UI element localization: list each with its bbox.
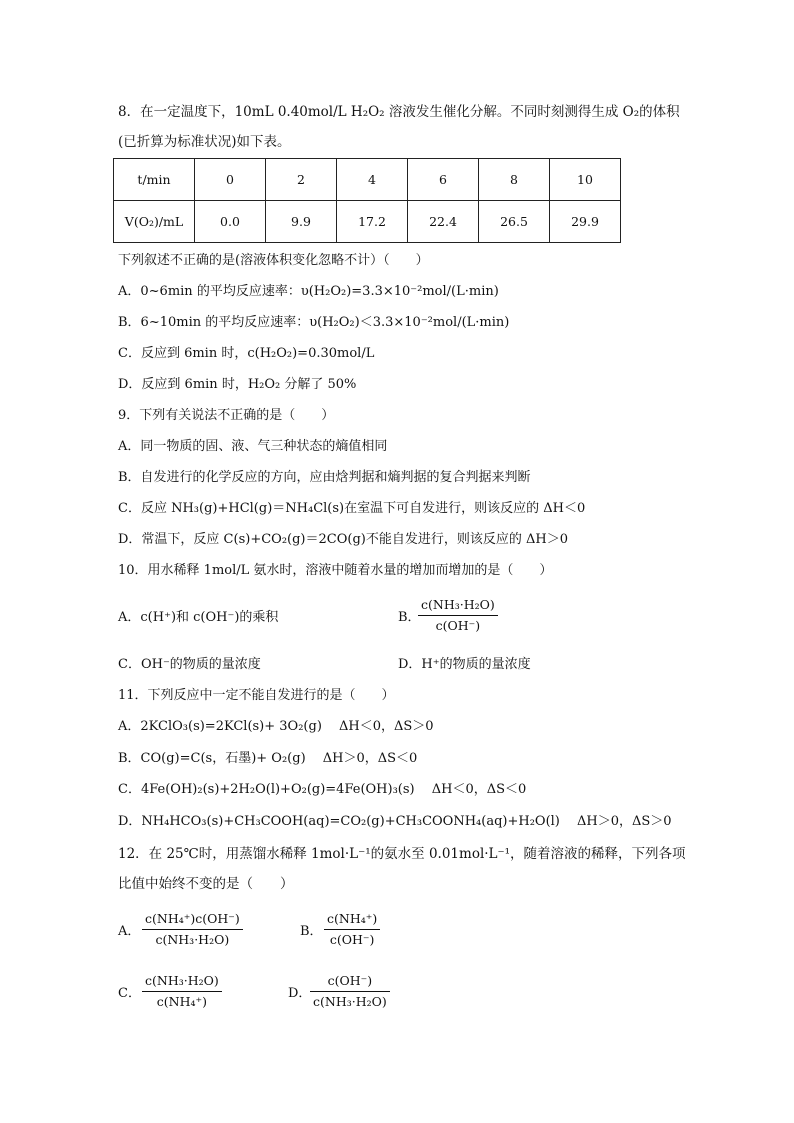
fraction-bar bbox=[324, 929, 380, 930]
q10-option-c[interactable]: C．OH⁻的物质的量浓度 bbox=[118, 657, 261, 672]
table-header-volume: V(O₂)/mL bbox=[114, 201, 195, 243]
q12-option-d-label[interactable]: D． bbox=[288, 986, 312, 1001]
fraction-numerator: c(NH₄⁺) bbox=[327, 911, 378, 926]
q8-stem-line2: (已折算为标准状况)如下表。 bbox=[118, 134, 291, 150]
table-cell: 26.5 bbox=[479, 201, 550, 243]
fraction-numerator: c(NH₃·H₂O) bbox=[145, 973, 219, 988]
q9-option-a[interactable]: A．同一物质的固、液、气三种状态的熵值相同 bbox=[118, 439, 388, 454]
table-cell: 17.2 bbox=[337, 201, 408, 243]
q12-stem-line1: 12．在 25℃时，用蒸馏水稀释 1mol·L⁻¹的氨水至 0.01mol·L⁻¹，随着溶液的稀释，下列各项 bbox=[118, 846, 686, 862]
fraction-bar bbox=[142, 929, 243, 930]
table-cell: 8 bbox=[479, 159, 550, 201]
fraction-numerator: c(OH⁻) bbox=[327, 973, 373, 988]
q12-option-b-fraction bbox=[324, 910, 380, 949]
fraction-bar bbox=[418, 615, 498, 616]
fraction-denominator: c(NH₃·H₂O) bbox=[313, 994, 387, 1009]
q10-stem: 10．用水稀释 1mol/L 氨水时，溶液中随着水量的增加而增加的是（ ） bbox=[118, 563, 553, 578]
table-cell: 0 bbox=[195, 159, 266, 201]
fraction-numerator: c(NH₄⁺)c(OH⁻) bbox=[145, 911, 240, 926]
fraction-denominator: c(NH₄⁺) bbox=[156, 994, 207, 1009]
q9-option-b[interactable]: B．自发进行的化学反应的方向，应由焓判据和熵判据的复合判据来判断 bbox=[118, 470, 531, 485]
q8-data-table bbox=[113, 158, 621, 243]
table-header-time: t/min bbox=[114, 159, 195, 201]
q11-option-d[interactable]: D．NH₄HCO₃(s)+CH₃COOH(aq)=CO₂(g)+CH₃COONH₄(aq)+H₂O(l) ΔH＞0，ΔS＞0 bbox=[118, 814, 672, 829]
q11-option-c[interactable]: C．4Fe(OH)₂(s)+2H₂O(l)+O₂(g)=4Fe(OH)₃(s) ΔH＜0，ΔS＜0 bbox=[118, 782, 527, 797]
table-cell: 0.0 bbox=[195, 201, 266, 243]
q8-stem-line1: 8．在一定温度下，10mL 0.40mol/L H₂O₂ 溶液发生催化分解。不同时刻测得生成 O₂的体积 bbox=[118, 104, 680, 120]
q11-option-b[interactable]: B．CO(g)=C(s，石墨)+ O₂(g) ΔH＞0，ΔS＜0 bbox=[118, 751, 418, 766]
q8-question: 下列叙述不正确的是(溶液体积变化忽略不计）（ ） bbox=[118, 253, 429, 268]
fraction-denominator: c(NH₃·H₂O) bbox=[155, 932, 230, 947]
table-row-time bbox=[114, 159, 621, 201]
q8-option-b[interactable]: B．6~10min 的平均反应速率：υ(H₂O₂)＜3.3×10⁻²mol/(L·min) bbox=[118, 315, 510, 330]
table-cell: 2 bbox=[266, 159, 337, 201]
q10-option-b-label[interactable]: B． bbox=[398, 610, 421, 625]
table-row-volume bbox=[114, 201, 621, 243]
table-cell: 10 bbox=[550, 159, 621, 201]
table-cell: 29.9 bbox=[550, 201, 621, 243]
table-cell: 4 bbox=[337, 159, 408, 201]
fraction-denominator: c(OH⁻) bbox=[435, 618, 481, 633]
table-cell: 22.4 bbox=[408, 201, 479, 243]
q11-stem: 11．下列反应中一定不能自发进行的是（ ） bbox=[118, 688, 395, 703]
q12-option-a-label[interactable]: A． bbox=[118, 924, 141, 939]
q8-option-a[interactable]: A．0~6min 的平均反应速率：υ(H₂O₂)=3.3×10⁻²mol/(L·min) bbox=[118, 284, 499, 299]
q12-option-c-fraction bbox=[142, 972, 222, 1011]
q12-stem-line2: 比值中始终不变的是（ ） bbox=[118, 876, 294, 892]
q10-option-a[interactable]: A．c(H⁺)和 c(OH⁻)的乘积 bbox=[118, 610, 279, 625]
q11-option-a[interactable]: A．2KClO₃(s)=2KCl(s)+ 3O₂(g) ΔH＜0，ΔS＞0 bbox=[118, 719, 434, 734]
q10-option-b-fraction bbox=[418, 596, 498, 635]
q12-option-a-fraction bbox=[142, 910, 243, 949]
q9-stem: 9．下列有关说法不正确的是（ ） bbox=[118, 408, 335, 423]
fraction-bar bbox=[142, 991, 222, 992]
q12-option-d-fraction bbox=[310, 972, 390, 1011]
table-cell: 9.9 bbox=[266, 201, 337, 243]
q9-option-c[interactable]: C．反应 NH₃(g)+HCl(g)＝NH₄Cl(s)在室温下可自发进行，则该反应的 ΔH＜0 bbox=[118, 501, 586, 516]
q12-option-b-label[interactable]: B． bbox=[300, 924, 323, 939]
fraction-bar bbox=[310, 991, 390, 992]
fraction-numerator: c(NH₃·H₂O) bbox=[421, 597, 495, 612]
q12-option-c-label[interactable]: C． bbox=[118, 986, 141, 1001]
q8-option-d[interactable]: D．反应到 6min 时，H₂O₂ 分解了 50% bbox=[118, 377, 357, 392]
fraction-denominator: c(OH⁻) bbox=[329, 932, 375, 947]
q10-option-d[interactable]: D．H⁺的物质的量浓度 bbox=[398, 657, 531, 672]
q8-option-c[interactable]: C．反应到 6min 时，c(H₂O₂)=0.30mol/L bbox=[118, 346, 375, 361]
table-cell: 6 bbox=[408, 159, 479, 201]
q9-option-d[interactable]: D．常温下，反应 C(s)+CO₂(g)＝2CO(g)不能自发进行，则该反应的 ΔH＞0 bbox=[118, 532, 568, 547]
